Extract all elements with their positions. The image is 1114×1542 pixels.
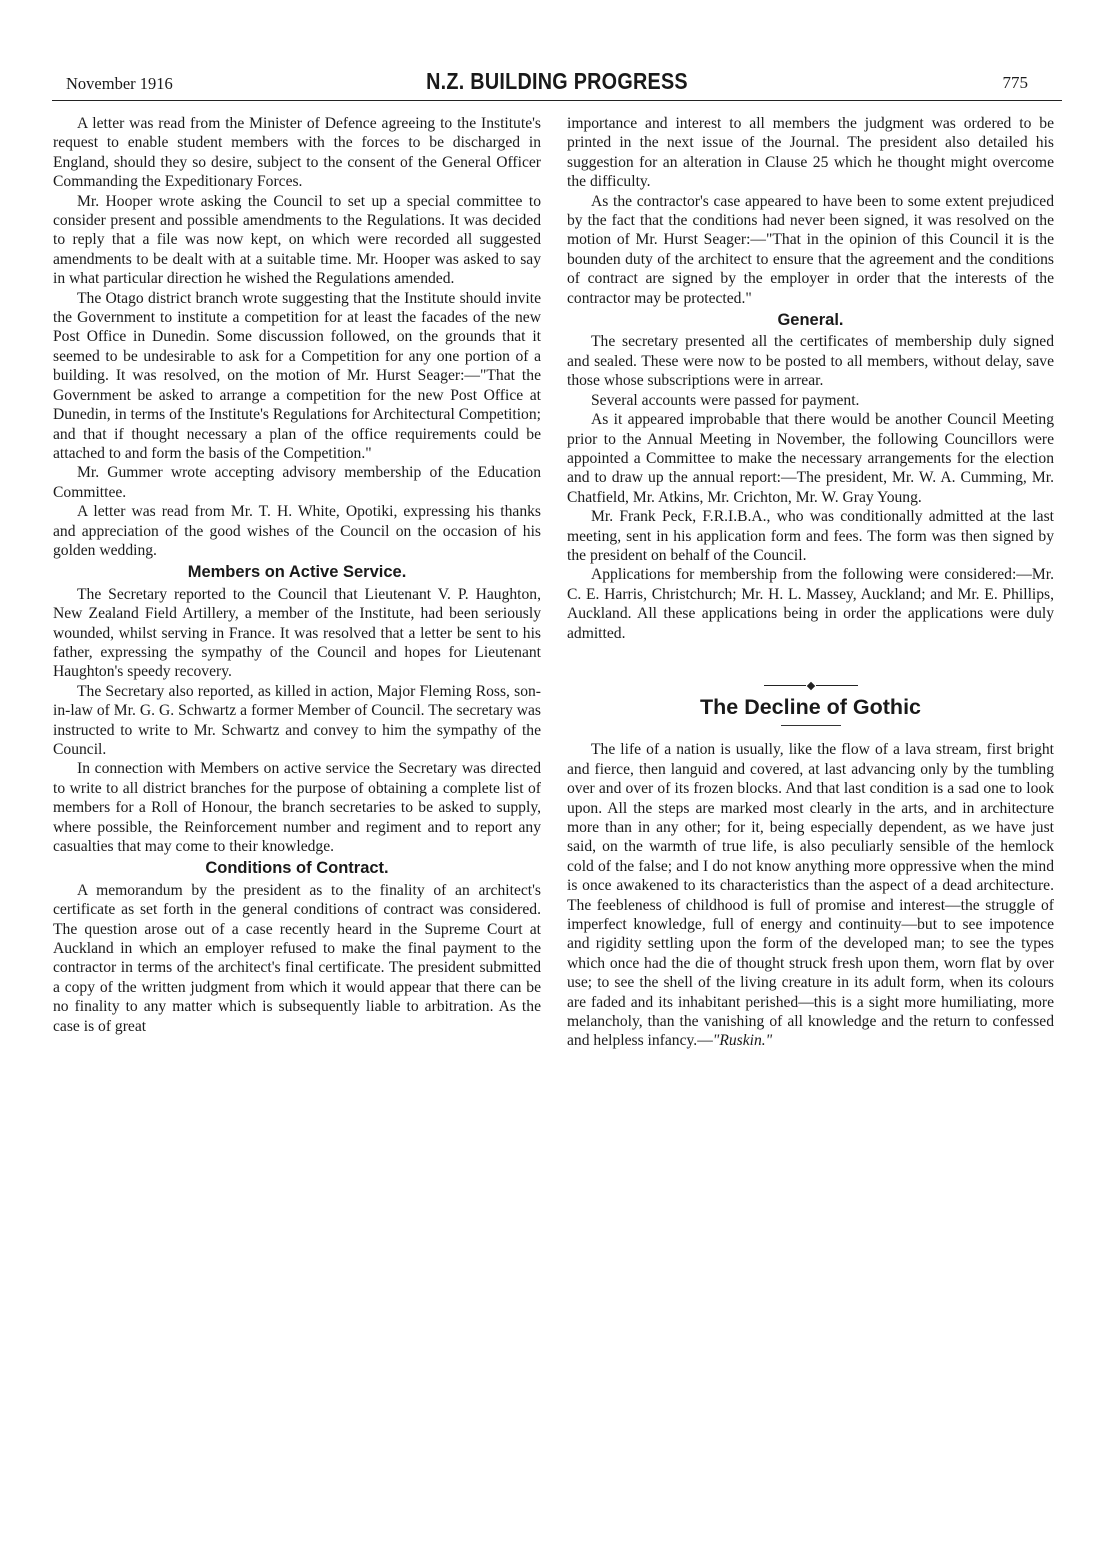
article-attribution: "Ruskin." (712, 1032, 773, 1050)
paragraph-continued: importance and interest to all members the judgment was ordered to be printed in the next issue of the Journal. The president also detailed his suggestion for an alteration in Clause 25 which he thought might overcome the difficulty. (567, 115, 1054, 191)
section-heading-active-service: Members on Active Service. (187, 563, 407, 582)
left-column (53, 114, 541, 1036)
article-paragraph (567, 740, 1054, 1051)
section-heading-contract: Conditions of Contract. (205, 859, 389, 878)
paragraph: As the contractor's case appeared to have been to some extent prejudiced by the fact that the conditions had never been signed, it was resolved on the motion of Mr. Hurst Seager:—"That in the opinion of this Council it is the bounden duty of the architect to ensure that the agreement and the conditions of contract are signed by the employer in order that the interests of the contractor may be protected." (567, 192, 1054, 307)
article-text: The life of a nation is usually, like the flow of a lava stream, first bright and fierce, then languid and covered, at last advancing only by the tumbling over and over of its frozen blocks. And that last condition is a sad one to look upon. All the steps are marked most clearly in the arts, and in architecture more than in any other; for it, being especially dependent, as we have just said, on the warmth of true life, is also peculiarly sensible of the hemlock cold of the false; and I do not know anything more oppressive when the mind is once awakened to its characteristics than the aspect of a dead architecture. The feebleness of childhood is full of promise and interest—the struggle of imperfect knowledge, full of energy and continuity—but to see impotence and rigidity settling upon the form of the developed man; to see the types which once had the die of thought struck fresh upon them, worn flat by over use; to see the shell of the living creature in its adult form, when its colours are faded and its inhabitant perished—this is a sight more humiliating, more melancholy, than the vanishing of all knowledge and the return to confessed and helpless infancy.— (567, 741, 1054, 1050)
diamond-icon (806, 682, 814, 690)
paragraph: The secretary presented all the certificates of membership duly signed and sealed. These were now to be posted to all members, without delay, save those whose subscriptions were in arrear. (567, 333, 1054, 390)
paragraph: Mr. Frank Peck, F.R.I.B.A., who was conditionally admitted at the last meeting, sent in his application form and fees. The form was then signed by the president on behalf of the Council. (567, 508, 1054, 564)
section-heading-general: General. (777, 311, 844, 330)
paragraph: The Otago district branch wrote suggesting that the Institute should invite the Government to institute a competition for at least the facades of the new Post Office in Dunedin. Some discussion followed, on the grounds that it seemed to be undesirable to ask for a Competition for any one portion of a building. It was resolved, on the motion of Mr. Hurst Seager:—"That the Government be asked to arrange a competition for the new Post Office at Dunedin, in terms of the Institute's Regulations for Architectural Competition; and that if thought necessary a plan of the office requirements could be attached to and form the basis of the Competition." (53, 289, 541, 462)
paragraph: The Secretary reported to the Council that Lieutenant V. P. Haughton, New Zealand Field Artillery, a member of the Institute, had been seriously wounded, whilst serving in France. It was resolved that a letter be sent to his father, expressing the sympathy of the Council and hopes for Lieutenant Haughton's speedy recovery. (53, 585, 541, 681)
paragraph: A letter was read from the Minister of Defence agreeing to the Institute's request to enable student members with the forces to be discharged in England, should they so desire, subject to the consent of the General Officer Commanding the Expeditionary Forces. (53, 115, 541, 191)
journal-title: N.Z. BUILDING PROGRESS (426, 68, 688, 94)
divider-rule (764, 685, 806, 686)
title-underline (781, 725, 841, 726)
page-number: 775 (1002, 73, 1028, 92)
paragraph: As it appeared improbable that there would be another Council Meeting prior to the Annual Meeting in November, the following Councillors were appointed a Committee to make the necessary arrangements for the election and to draw up the annual report:—The president, Mr. W. A. Cumming, Mr. Chatfield, Mr. Atkins, Mr. Crichton, Mr. W. Gray Young. (567, 411, 1054, 506)
section-divider-ornament (567, 680, 1054, 692)
paragraph: Several accounts were passed for payment. (591, 391, 860, 409)
page-header (52, 64, 1062, 101)
paragraph: A memorandum by the president as to the finality of an architect's certificate as set forth in the general conditions of contract was considered. The question arose out of a case recently heard in the Supreme Court at Auckland in which an employer refused to make the final payment to the contractor in terms of the architect's final certificate. The president submitted a copy of the written judgment from which it would appear that there can be no finality to any matter which is subsequently liable to arbitration. As the case is of great (53, 881, 541, 1035)
article-title: The Decline of Gothic (700, 694, 921, 719)
paragraph: A letter was read from Mr. T. H. White, Opotiki, expressing his thanks and appreciation of the good wishes of the Council on the occasion of his golden wedding. (53, 503, 541, 559)
paragraph: Applications for membership from the following were considered:—Mr. C. E. Harris, Christchurch; Mr. H. L. Massey, Auckland; and Mr. E. Phillips, Auckland. All these applications being in order the applications were duly admitted. (567, 566, 1054, 642)
paragraph: The Secretary also reported, as killed in action, Major Fleming Ross, son-in-law of Mr. G. G. Schwartz a former Member of Council. The secretary was instructed to write to Mr. Schwartz and convey to him the sympathy of the Council. (53, 682, 541, 758)
paragraph: In connection with Members on active service the Secretary was directed to write to all district branches for the purpose of obtaining a complete list of members for a Roll of Honour, the branch secretaries to be asked to supply, where possible, the Reinforcement number and regiment and to report any casualties that may come to their knowledge. (53, 760, 541, 856)
paragraph: Mr. Hooper wrote asking the Council to set up a special committee to consider present and possible amendments to the Regulations. It was decided to reply that a file was now kept, on which were recorded all suggested amendments to be dealt with at a suitable time. Mr. Hooper was asked to say in what particular direction he wished the Regulations amended. (53, 192, 541, 288)
paragraph: Mr. Gummer wrote accepting advisory membership of the Education Committee. (53, 464, 541, 501)
issue-date: November 1916 (66, 74, 173, 93)
divider-rule (816, 685, 858, 686)
right-column (567, 114, 1054, 1051)
